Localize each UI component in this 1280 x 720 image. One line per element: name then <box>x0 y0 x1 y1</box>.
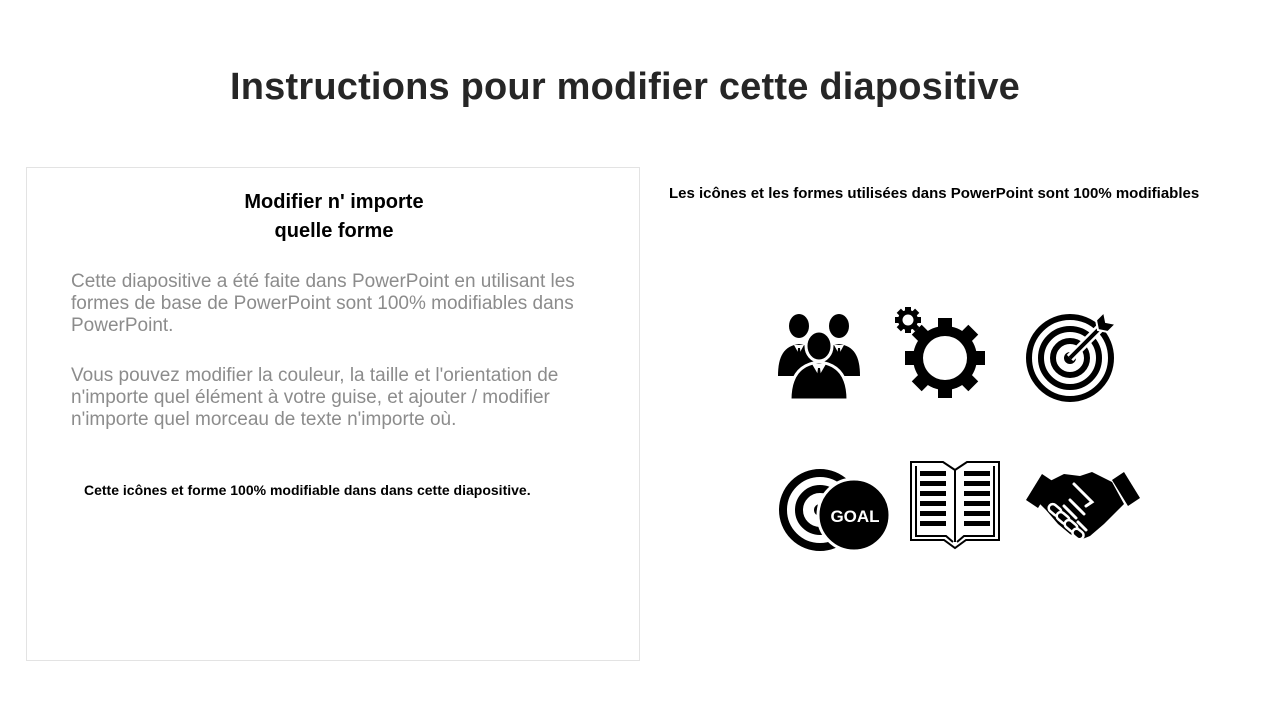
goal-icon-label: GOAL <box>830 507 880 526</box>
edit-instructions-panel <box>26 167 640 661</box>
panel-heading-line1: Modifier n' importe <box>244 191 424 213</box>
slide-title: Instructions pour modifier cette diapositive <box>229 66 1021 108</box>
gears-icon <box>893 306 987 400</box>
icons-caption: Les icônes et les formes utilisées dans PowerPoint sont 100% modifiables <box>669 185 1200 202</box>
team-icon <box>772 308 866 402</box>
open-book-icon <box>908 458 1002 552</box>
handshake-icon <box>1024 462 1142 548</box>
target-arrow-icon <box>1024 310 1118 404</box>
panel-heading <box>27 188 641 246</box>
panel-note: Cette icônes et forme 100% modifiable dans dans cette diapositive. <box>84 482 531 498</box>
panel-heading-line2: quelle forme <box>274 220 394 242</box>
instruction-paragraph-2: Vous pouvez modifier la couleur, la taille et l'orientation de n'importe quel élément à votre guise, et ajouter / modifier n'importe quel morceau de texte n'importe où. <box>71 365 559 430</box>
goal-icon <box>778 465 892 555</box>
instruction-paragraph-1: Cette diapositive a été faite dans PowerPoint en utilisant les formes de base de PowerPoint sont 100% modifiables dans PowerPoint. <box>71 271 575 336</box>
